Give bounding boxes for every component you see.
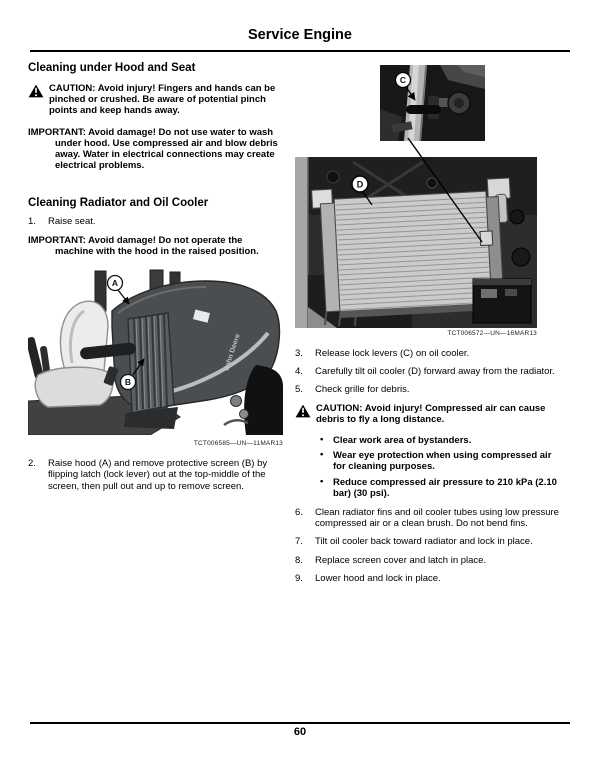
step-text: Replace screen cover and latch in place.: [315, 554, 487, 566]
step-number: 1.: [28, 216, 36, 228]
bullet-glyph: •: [320, 434, 324, 446]
caution-block-compressed-air: [295, 403, 561, 425]
step-number: 9.: [295, 572, 303, 584]
step-8: [295, 555, 561, 566]
step-9: [295, 573, 561, 584]
step-number: 7.: [295, 536, 303, 548]
step-1: [28, 216, 283, 227]
step-3: [295, 348, 561, 359]
callout-label-a: A: [111, 278, 119, 289]
section-heading-cleaning-hood: Cleaning under Hood and Seat: [28, 62, 196, 74]
warning-triangle-icon: [295, 404, 311, 421]
right-column: [295, 60, 561, 591]
page-title: Service Engine: [248, 27, 352, 43]
step-text: Check grille for debris.: [315, 384, 410, 396]
header-divider: [30, 50, 570, 52]
callout-label-c: C: [399, 75, 407, 85]
figure-mower-hood-screen: [28, 267, 283, 448]
brand-logo-text: John Deere: [223, 333, 242, 372]
step-text: Release lock levers (C) on oil cooler.: [315, 348, 470, 359]
step-text: Lower hood and lock in place.: [315, 572, 441, 584]
step-number: 6.: [295, 507, 303, 519]
important-block-water: IMPORTANT: Avoid damage! Do not use water to wash under hood. Use compressed air and blow debris away. Water in electrical connections may create electrical problems.: [28, 126, 278, 172]
step-text: Clean radiator fins and oil cooler tubes using low pressure compressed air or a clean brush. Do not bend fins.: [315, 507, 559, 530]
step-6: [295, 507, 561, 529]
right-column-text: [295, 348, 561, 584]
step-number: 3.: [295, 348, 303, 359]
step-number: 2.: [28, 458, 36, 470]
figure2-caption: TCT006572—UN—16MAR13: [447, 330, 537, 337]
bullet-glyph: •: [320, 449, 324, 461]
step-2: [28, 458, 283, 492]
bullet-text: Reduce compressed air pressure to 210 kPa (2.10 bar) (30 psi).: [333, 476, 557, 499]
caution-text: CAUTION: Avoid injury! Compressed air can cause debris to fly a long distance.: [316, 402, 546, 425]
step-text: Tilt oil cooler back toward radiator and lock in place.: [315, 536, 533, 548]
left-column: [28, 62, 283, 499]
step-7: [295, 536, 561, 547]
caution-block-pinch: [28, 83, 283, 117]
section-heading-cleaning-radiator: Cleaning Radiator and Oil Cooler: [28, 197, 209, 210]
step-4: [295, 366, 561, 377]
step-text: Carefully tilt oil cooler (D) forward away from the radiator.: [315, 366, 555, 378]
step-number: 5.: [295, 384, 303, 396]
caution-text: CAUTION: Avoid injury! Fingers and hands can be pinched or crushed. Be aware of potential pinch points and keep hands away.: [49, 83, 276, 117]
step-5: [295, 384, 561, 395]
callout-label-d: D: [356, 179, 364, 190]
important-block-raised-hood: IMPORTANT: Avoid damage! Do not operate the machine with the hood in the raised position.: [28, 234, 259, 257]
bullet-text: Clear work area of bystanders.: [333, 435, 472, 447]
warning-triangle-icon: [28, 84, 44, 101]
bullet-text: Wear eye protection when using compressed air for cleaning purposes.: [333, 450, 552, 473]
callout-label-b: B: [124, 377, 132, 388]
caution-bullet-3: [295, 477, 561, 499]
figure1-caption: TCT006585—UN—11MAR13: [193, 440, 283, 448]
step-number: 4.: [295, 366, 303, 378]
footer-divider: [30, 722, 570, 724]
step-text: Raise seat.: [48, 216, 96, 228]
figure-oil-cooler: [295, 60, 561, 337]
radiator-oil-cooler-photo: [295, 157, 537, 328]
step-number: 8.: [295, 554, 303, 566]
bullet-glyph: •: [320, 475, 324, 487]
lock-lever-photo: [380, 65, 485, 141]
step-text: Raise hood (A) and remove protective screen (B) by flipping latch (lock lever) out at the top-middle of the screen, then pull out and up to remove screen.: [48, 458, 268, 492]
mower-illustration: [28, 267, 283, 435]
caution-bullet-1: [295, 435, 561, 446]
caution-bullet-2: [295, 450, 561, 472]
page-number: 60: [293, 726, 307, 738]
